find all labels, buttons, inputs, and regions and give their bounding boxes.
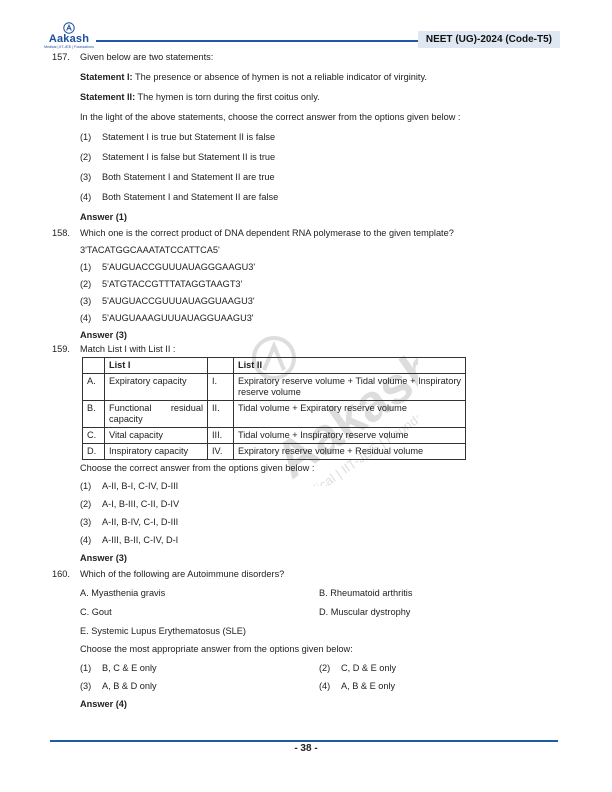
question-number: 157. [52,52,70,62]
list-2-item: Expiratory reserve volume + Tidal volume + Inspiratory reserve volume [234,374,466,401]
option-number: (2) [319,663,331,673]
disorder-row [80,586,560,600]
table-row [83,444,466,460]
statement-2-label: Statement II: [80,92,136,102]
footer-rule [50,740,558,742]
option-text: C, D & E only [341,663,397,673]
statement-2-text: The hymen is torn during the first coitus only. [135,92,320,102]
option-number: (4) [80,313,92,323]
question-159 [52,342,560,565]
answer: Answer (4) [80,699,127,709]
option [80,497,560,511]
option-text: A-I, B-III, C-II, D-IV [102,499,180,509]
question-text: Which of the following are Autoimmune disorders? [80,569,285,579]
row-letter: D. [83,444,105,460]
aakash-logo [44,22,94,50]
option [80,260,560,274]
option-text: Statement I is false but Statement II is true [102,152,276,162]
option-text: Both Statement I and Statement II are false [102,192,279,202]
option-number: (1) [80,132,92,142]
question-160 [52,567,560,711]
question-number: 160. [52,569,70,579]
row-numeral: III. [208,428,234,444]
watermark-subtext: | IIT-JEE | Foundations [332,392,418,481]
option-text: 5'ATGTACCGTTTATAGGTAAGT3' [102,279,243,289]
exam-code-badge: NEET (UG)-2024 (Code-T5) [418,31,560,48]
table-row [83,428,466,444]
option-number: (4) [80,535,92,545]
option-row [80,679,560,693]
question-number: 159. [52,344,70,354]
option-number: (3) [80,517,92,527]
list-1-item: Expiratory capacity [105,374,208,401]
row-numeral: IV. [208,444,234,460]
logo-text: Aakash [48,33,90,45]
row-letter: B. [83,401,105,428]
disorder-item: B. Rheumatoid arthritis [319,588,413,598]
disorder-item: A. Myasthenia gravis [80,588,166,598]
match-table [82,357,466,460]
logo-tagline: Medical | IIT-JEE | Foundations [44,45,94,49]
option [80,170,560,184]
list-2-item: Tidal volume + Inspiratory reserve volume [234,428,466,444]
option [319,679,395,693]
page-content [52,50,560,711]
option [80,150,560,164]
statement-1-label: Statement I: [80,72,133,82]
option-number: (1) [80,663,92,673]
row-numeral: II. [208,401,234,428]
option [80,311,560,325]
page-header [0,0,612,56]
list-2-item: Tidal volume + Expiratory reserve volume [234,401,466,428]
option-row [80,661,560,675]
option-number: (1) [80,262,92,272]
table-row [83,401,466,428]
question-157 [52,50,560,224]
answer: Answer (1) [80,212,127,222]
question-prompt: In the light of the above statements, choose the correct answer from the options given below : [80,112,461,122]
option [80,479,560,493]
statement-2 [80,90,560,104]
question-text: Given below are two statements: [80,52,214,62]
table-cell [208,358,234,374]
table-cell [83,358,105,374]
list-1-item: Functional residual capacity [105,401,208,428]
option-text: Both Statement I and Statement II are true [102,172,275,182]
list-1-item: Vital capacity [105,428,208,444]
option-text: A, B & D only [102,681,157,691]
option-number: (1) [80,481,92,491]
row-letter: C. [83,428,105,444]
answer: Answer (3) [80,553,127,563]
option-number: (4) [80,192,92,202]
table-header-row [83,358,466,374]
disorder-item: D. Muscular dystrophy [319,607,411,617]
watermark-text: Aakash [265,336,418,486]
table-row [83,374,466,401]
dna-template: 3'TACATGGCAAATATCCATTCA5' [80,245,220,255]
option-text: A-II, B-IV, C-I, D-III [102,517,179,527]
question-prompt: Choose the most appropriate answer from the options given below: [80,644,353,654]
option-number: (4) [319,681,331,691]
row-numeral: I. [208,374,234,401]
option-number: (3) [80,296,92,306]
answer: Answer (3) [80,330,127,340]
option [80,661,319,675]
question-number: 158. [52,228,70,238]
question-prompt: Choose the correct answer from the options given below : [80,463,315,473]
statement-1 [80,70,560,84]
list-1-header: List I [105,358,208,374]
option [80,277,560,291]
question-text: Which one is the correct product of DNA dependent RNA polymerase to the given template? [80,228,454,238]
option-text: 5'AUGUAAAGUUUAUAGGUAAGU3' [102,313,254,323]
row-letter: A. [83,374,105,401]
disorder-item: E. Systemic Lupus Erythematosus (SLE) [80,626,246,636]
list-2-item: Expiratory reserve volume + Residual volume [234,444,466,460]
option-text: Statement I is true but Statement II is false [102,132,276,142]
option-number: (2) [80,152,92,162]
list-2-header: List II [234,358,466,374]
option [80,679,319,693]
option-text: A, B & E only [341,681,396,691]
option-text: 5'AUGUACCGUUUAUAGGGAAGU3' [102,262,256,272]
option-number: (3) [80,681,92,691]
option [80,533,560,547]
option-number: (2) [80,279,92,289]
statement-1-text: The presence or absence of hymen is not a reliable indicator of virginity. [132,72,427,82]
option-text: 5'AUGUACCGUUUAUAGGUAAGU3' [102,296,255,306]
disorder-item: C. Gout [80,607,112,617]
option [80,190,560,204]
page-number: - 38 - [294,743,318,754]
question-text: Match List I with List II : [80,344,176,354]
option-text: A-II, B-I, C-IV, D-III [102,481,179,491]
question-158 [52,226,560,342]
option [80,515,560,529]
list-1-item: Inspiratory capacity [105,444,208,460]
option [80,294,560,308]
option-number: (2) [80,499,92,509]
option [319,661,396,675]
option-text: B, C & E only [102,663,157,673]
option-text: A-III, B-II, C-IV, D-I [102,535,179,545]
option [80,130,560,144]
disorder-row [80,605,560,619]
option-number: (3) [80,172,92,182]
